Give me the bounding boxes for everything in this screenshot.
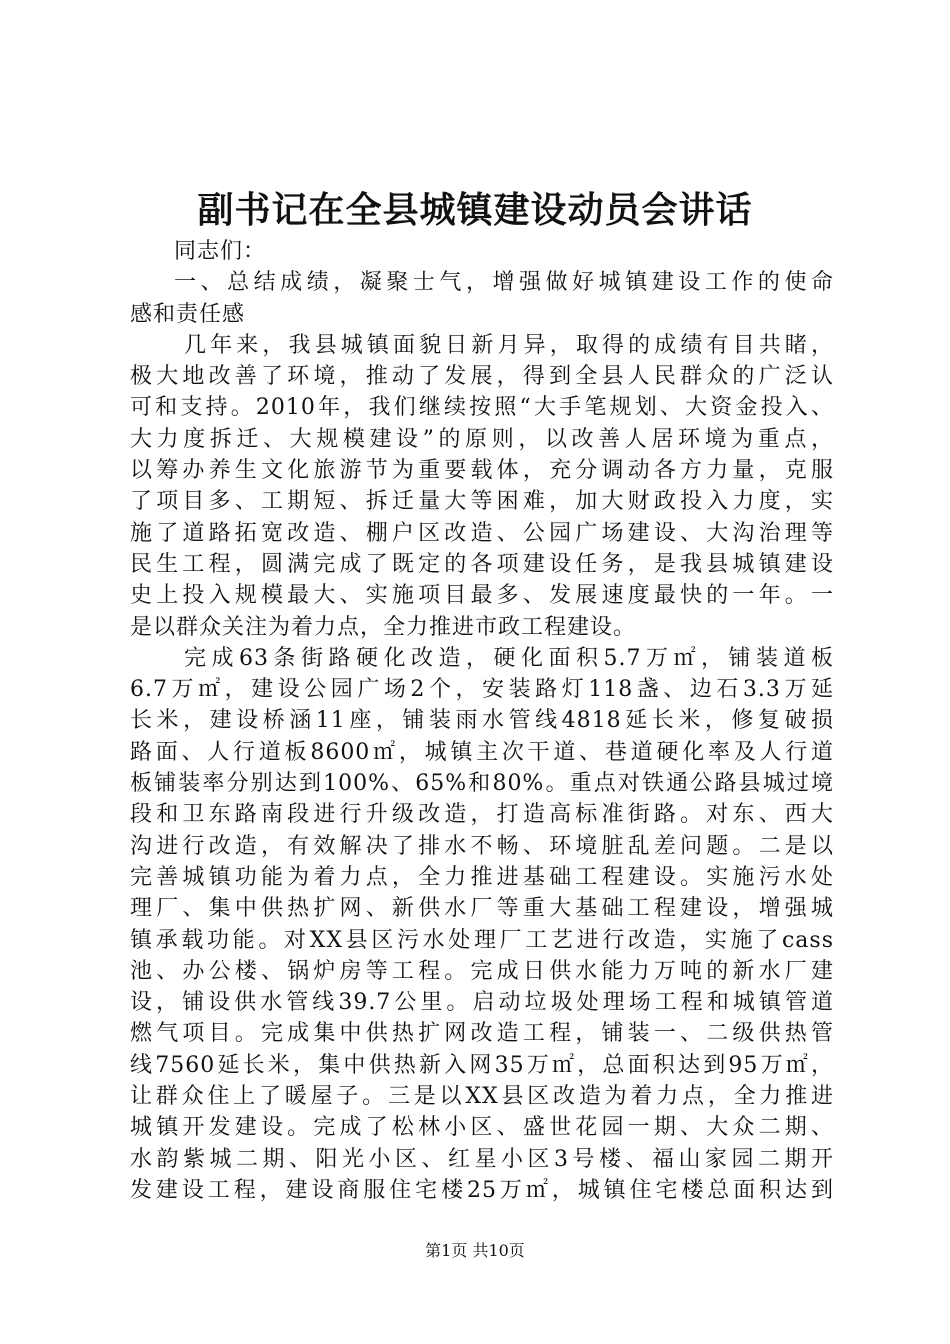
- text-line: 镇承载功能。对XX县区污水处理厂工艺进行改造，实施了cass: [130, 927, 834, 953]
- text-line: 感和责任感: [130, 301, 246, 327]
- text-line: 是以群众关注为着力点，全力推进市政工程建设。: [130, 614, 637, 640]
- text-line: 理厂、集中供热扩网、新供水厂等重大基础工程建设，增强城: [130, 896, 834, 922]
- text-line: 一、总结成绩，凝聚士气，增强做好城镇建设工作的使命: [174, 270, 834, 296]
- text-line: 路面、人行道板8600㎡，城镇主次干道、巷道硬化率及人行道: [130, 739, 834, 765]
- text-line: 极大地改善了环境，推动了发展，得到全县人民群众的广泛认: [130, 364, 834, 390]
- text-line: 完成63条街路硬化改造，硬化面积5.7万㎡，铺装道板: [184, 645, 834, 671]
- text-line: 沟进行改造，有效解决了排水不畅、环境脏乱差问题。二是以: [130, 833, 834, 859]
- text-line: 史上投入规模最大、实施项目最多、发展速度最快的一年。一: [130, 583, 834, 609]
- text-line: 燃气项目。完成集中供热扩网改造工程，铺装一、二级供热管: [130, 1021, 834, 1047]
- text-line: 段和卫东路南段进行升级改造，打造高标准街路。对东、西大: [130, 802, 834, 828]
- text-line: 施了道路拓宽改造、棚户区改造、公园广场建设、大沟治理等: [130, 520, 834, 546]
- page-footer: 第1页 共10页: [425, 1241, 525, 1260]
- text-line: 池、办公楼、锅炉房等工程。完成日供水能力万吨的新水厂建: [130, 958, 834, 984]
- text-line: 几年来，我县城镇面貌日新月异，取得的成绩有目共睹，: [184, 332, 834, 358]
- text-line: 以筹办养生文化旅游节为重要载体，充分调动各方力量，克服: [130, 458, 834, 484]
- text-line: 板铺装率分别达到100%、65%和80%。重点对铁通公路县城过境: [130, 771, 834, 797]
- text-line: 大力度拆迁、大规模建设”的原则，以改善人居环境为重点，: [130, 426, 834, 452]
- text-line: 完善城镇功能为着力点，全力推进基础工程建设。实施污水处: [130, 864, 834, 890]
- text-line: 水韵紫城二期、阳光小区、红星小区3号楼、福山家园二期开: [130, 1146, 834, 1172]
- text-line: 让群众住上了暖屋子。三是以XX县区改造为着力点，全力推进: [130, 1084, 834, 1110]
- document-body: [130, 236, 834, 1206]
- text-line: 同志们：: [174, 239, 267, 264]
- text-line: 6.7万㎡，建设公园广场2个，安装路灯118盏、边石3.3万延: [130, 677, 834, 703]
- text-line: 设，铺设供水管线39.7公里。启动垃圾处理场工程和城镇管道: [130, 990, 834, 1016]
- text-line: 长米，建设桥涵11座，铺装雨水管线4818延长米，修复破损: [130, 708, 834, 734]
- page-title: 副书记在全县城镇建设动员会讲话: [197, 189, 753, 231]
- text-line: 可和支持。2010年，我们继续按照“大手笔规划、大资金投入、: [130, 395, 834, 421]
- text-line: 线7560延长米，集中供热新入网35万㎡，总面积达到95万㎡，: [130, 1052, 834, 1078]
- text-line: 民生工程，圆满完成了既定的各项建设任务，是我县城镇建设: [130, 551, 834, 577]
- text-line: 了项目多、工期短、拆迁量大等困难，加大财政投入力度，实: [130, 489, 834, 515]
- text-line: 城镇开发建设。完成了松林小区、盛世花园一期、大众二期、: [130, 1115, 834, 1141]
- text-line: 发建设工程，建设商服住宅楼25万㎡，城镇住宅楼总面积达到: [130, 1177, 834, 1203]
